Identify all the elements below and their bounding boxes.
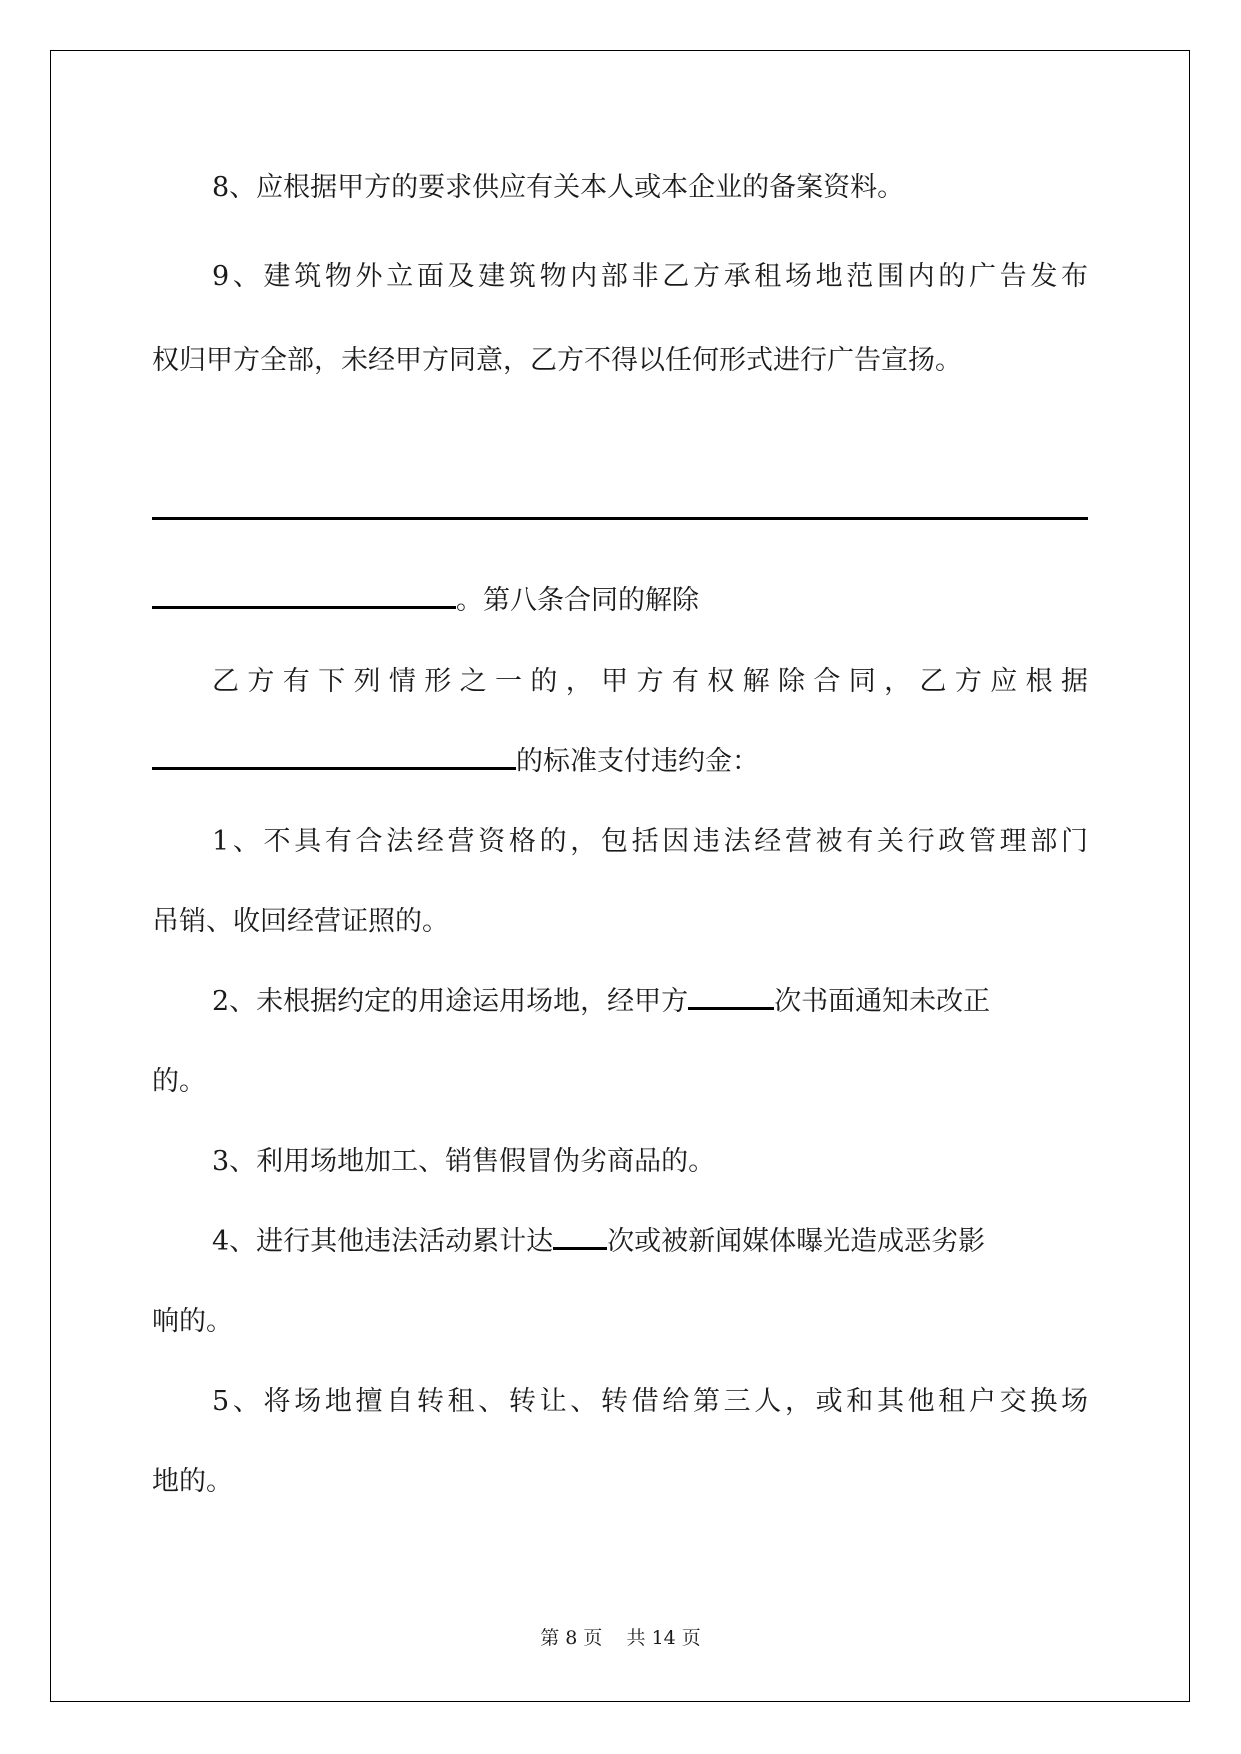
item-4-suffix: 次或被新闻媒体曝光造成恶劣影 bbox=[607, 1226, 986, 1257]
paragraph-item-3: 3、利用场地加工、销售假冒伪劣商品的。 bbox=[212, 1146, 716, 1177]
total-pages: 共 14 页 bbox=[626, 1627, 701, 1649]
paragraph-item-9-line-1: 9、建筑物外立面及建筑物内部非乙方承租场地范围内的广告发布 bbox=[212, 261, 1088, 292]
paragraph-item-2-line-2: 的。 bbox=[152, 1066, 206, 1097]
fill-in-blank bbox=[152, 747, 516, 770]
termination-intro-suffix: 的标准支付违约金： bbox=[516, 746, 759, 777]
termination-intro-line-2 bbox=[152, 742, 1088, 782]
item-2-prefix: 2、未根据约定的用途运用场地，经甲方 bbox=[212, 986, 689, 1017]
article-8-heading bbox=[152, 581, 1088, 621]
paragraph-item-1-line-1: 1、不具有合法经营资格的，包括因违法经营被有关行政管理部门 bbox=[212, 826, 1088, 857]
fill-in-blank bbox=[688, 987, 774, 1010]
page-border bbox=[50, 50, 1190, 1702]
fill-in-blank-line bbox=[152, 517, 1088, 520]
article-8-title: 。第八条合同的解除 bbox=[456, 585, 699, 616]
item-4-prefix: 4、进行其他违法活动累计达 bbox=[212, 1226, 554, 1257]
fill-in-blank bbox=[152, 586, 456, 609]
page-footer bbox=[0, 1626, 1241, 1650]
paragraph-item-5-line-1: 5、将场地擅自转租、转让、转借给第三人，或和其他租户交换场 bbox=[212, 1386, 1088, 1417]
paragraph-item-4-line-2: 响的。 bbox=[152, 1306, 233, 1337]
paragraph-item-1-line-2: 吊销、收回经营证照的。 bbox=[152, 906, 449, 937]
paragraph-item-5-line-2: 地的。 bbox=[152, 1466, 233, 1497]
paragraph-item-9-line-2: 权归甲方全部，未经甲方同意，乙方不得以任何形式进行广告宣扬。 bbox=[152, 345, 962, 376]
fill-in-blank bbox=[553, 1227, 607, 1250]
termination-intro-line-1: 乙方有下列情形之一的，甲方有权解除合同，乙方应根据 bbox=[212, 666, 1088, 697]
paragraph-item-4-line-1 bbox=[212, 1222, 1088, 1262]
paragraph-item-2-line-1 bbox=[212, 982, 1088, 1022]
paragraph-item-8: 8、应根据甲方的要求供应有关本人或本企业的备案资料。 bbox=[212, 172, 905, 203]
item-2-suffix: 次书面通知未改正 bbox=[774, 986, 991, 1017]
page-number: 第 8 页 bbox=[540, 1627, 603, 1649]
